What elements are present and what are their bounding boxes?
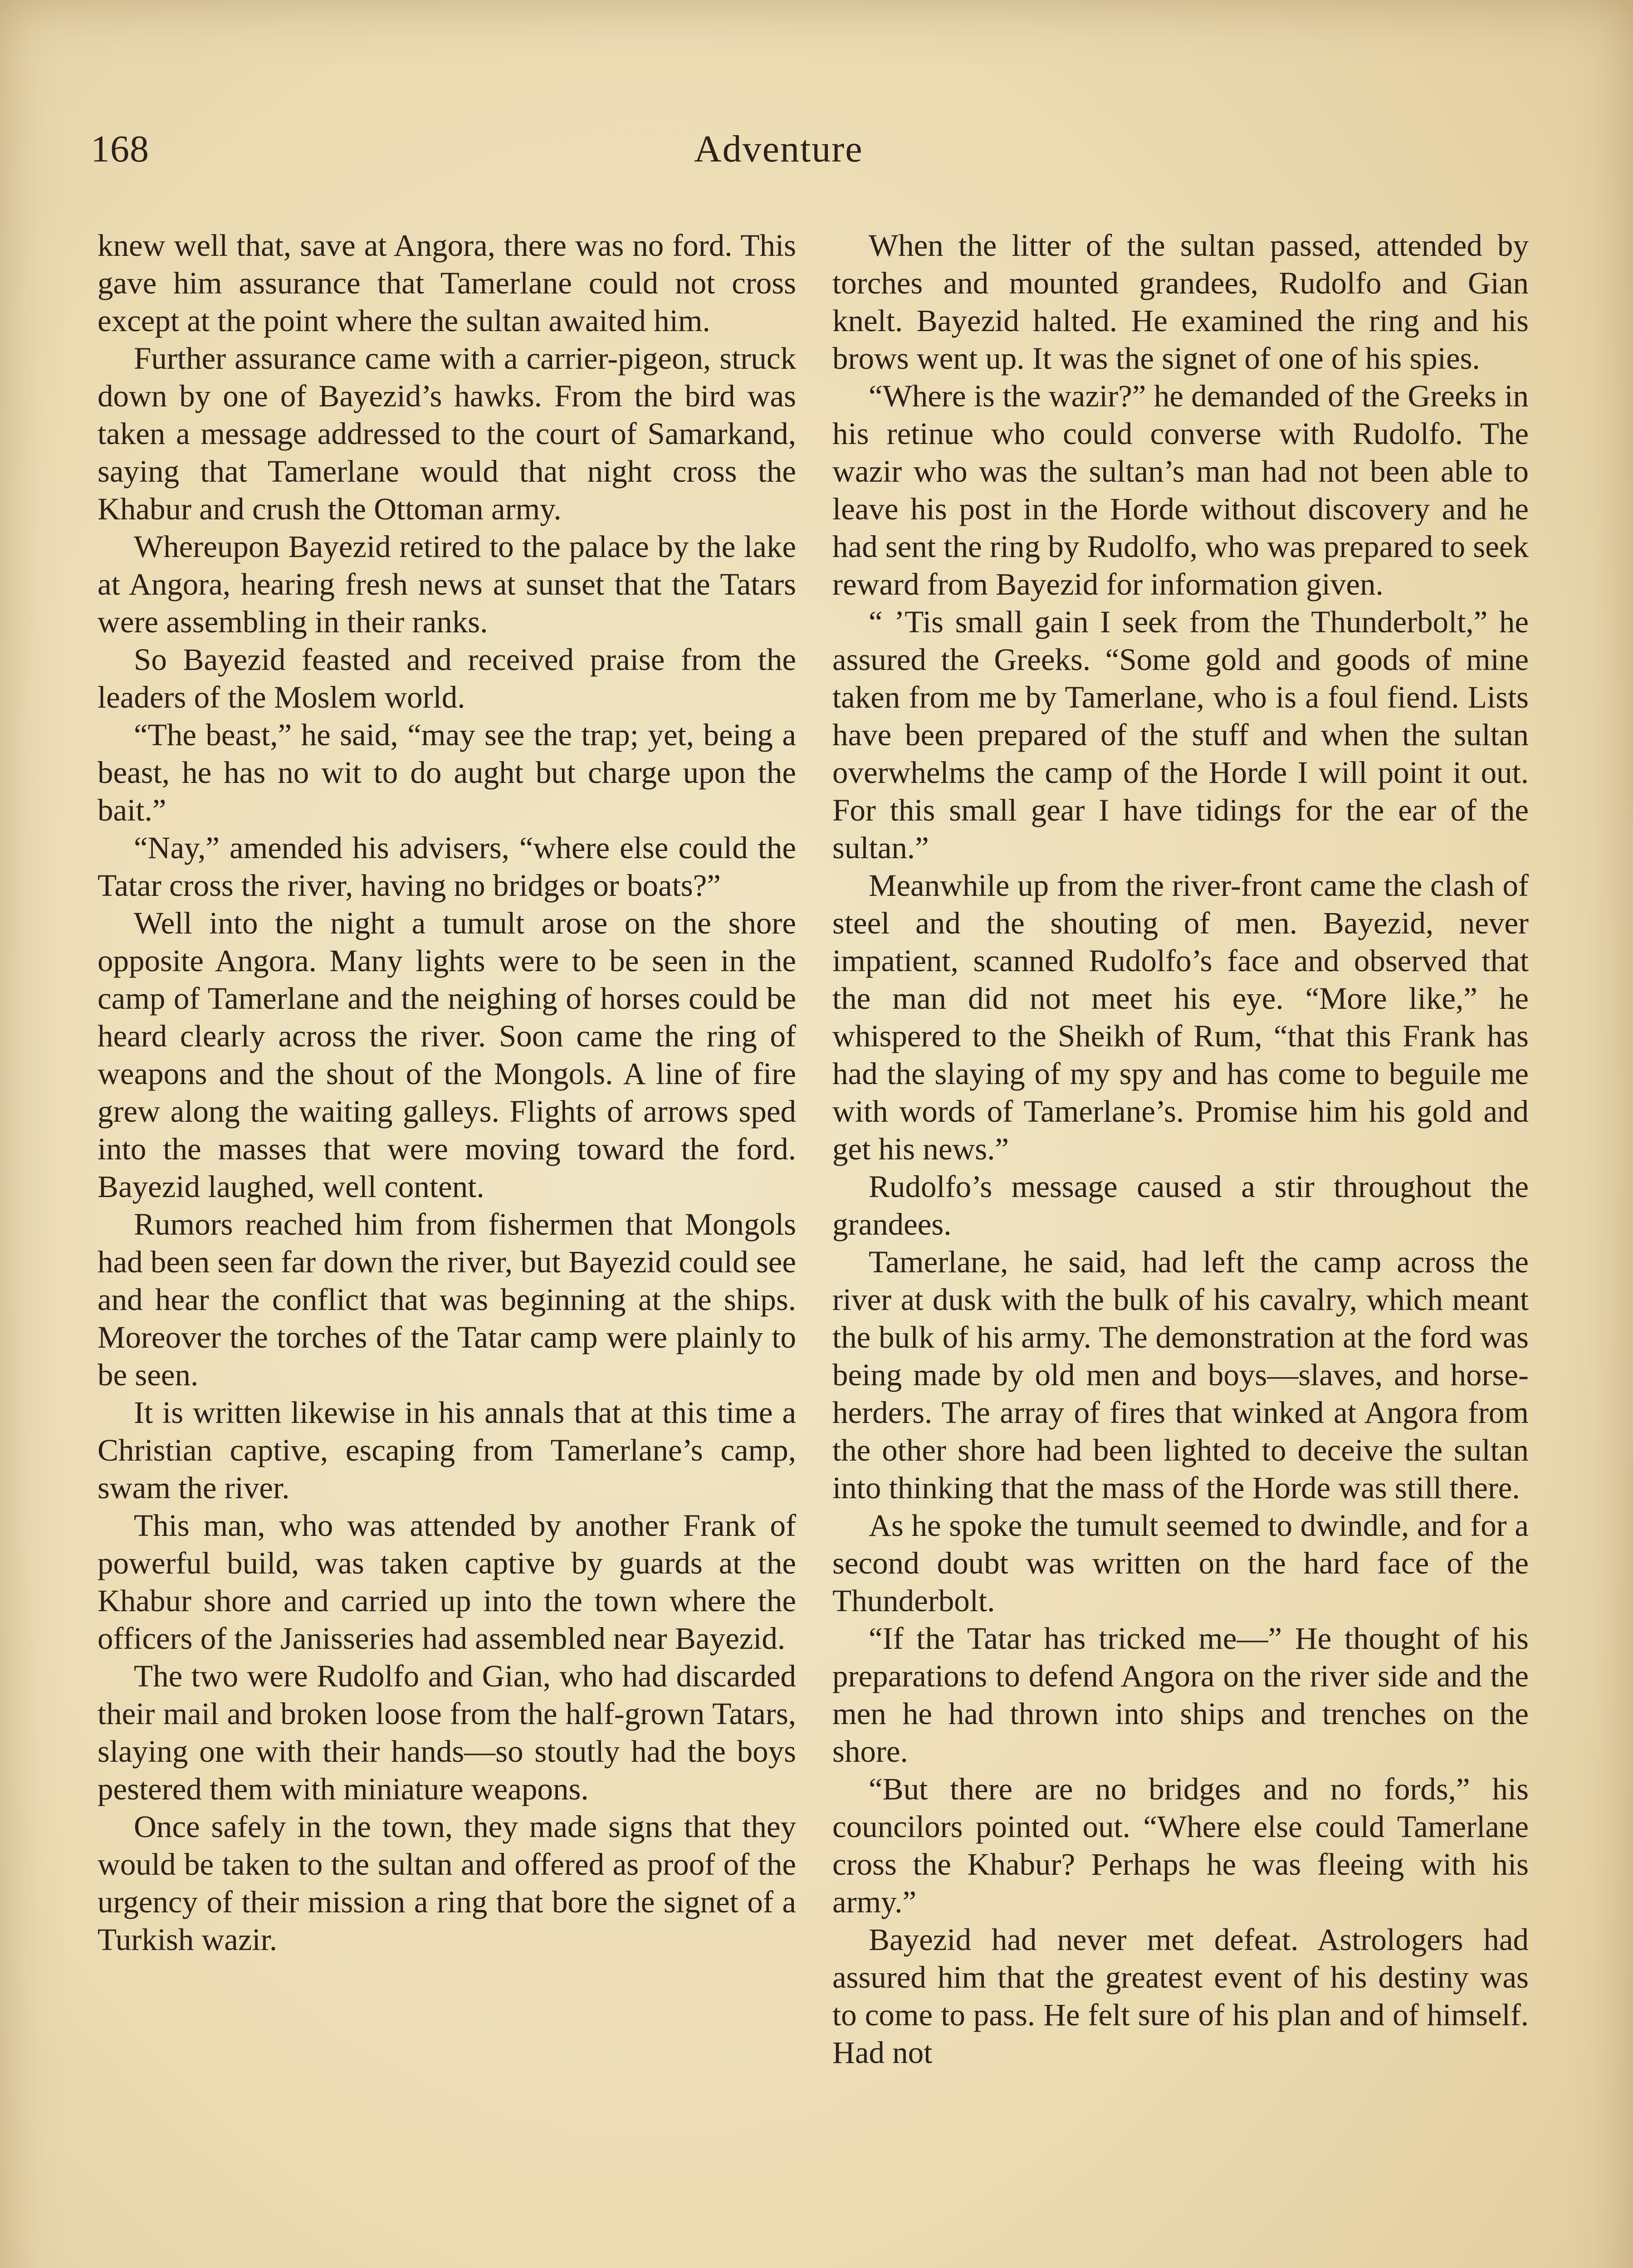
running-head: Adventure	[694, 128, 863, 170]
paragraph: Rumors reached him from fishermen that Mongols had been seen far down the river, but Bayezid could see and hear the conflict that was beginning at the ships. Moreover the torches of the Tatar camp were plainly to be seen.	[98, 1207, 796, 1392]
paragraph: “If the Tatar has tricked me—” He thought of his preparations to defend Angora on the river side and the men he had thrown into ships and trenches on the shore.	[832, 1621, 1529, 1769]
paragraph: Bayezid had never met defeat. Astrologers had assured him that the greatest event of his destiny was to come to pass. He felt sure of his plan and of himself. Had not	[832, 1922, 1529, 2070]
paragraph: “The beast,” he said, “may see the trap; yet, being a beast, he has no wit to do aught but charge upon the bait.”	[98, 718, 796, 827]
paragraph: Once safely in the town, they made signs that they would be taken to the sultan and offered as proof of the urgency of their mission a ring that bore the signet of a Turkish wazir.	[98, 1809, 796, 1957]
paragraph: “But there are no bridges and no fords,” his councilors pointed out. “Where else could Tamerlane cross the Khabur? Perhaps he was fleeing with his army.”	[832, 1772, 1529, 1919]
page-number: 168	[91, 128, 149, 170]
paragraph: Rudolfo’s message caused a stir throughout the grandees.	[832, 1169, 1529, 1242]
paragraph: Well into the night a tumult arose on the shore opposite Angora. Many lights were to be seen in the camp of Tamerlane and the neighing of horses could be heard clearly across the river. Soon came the ring of weapons and the shout of the Mongols. A line of fire grew along the waiting galleys. Flights of arrows sped into the masses that were moving toward the ford. Bayezid laughed, well content.	[98, 906, 796, 1204]
paragraph: This man, who was attended by another Frank of powerful build, was taken captive by guards at the Khabur shore and carried up into the town where the officers of the Janisseries had assembled near Bayezid.	[98, 1508, 796, 1656]
paragraph: Whereupon Bayezid retired to the palace by the lake at Angora, hearing fresh news at sunset that the Tatars were assembling in their ranks.	[98, 529, 796, 639]
left-text-column	[98, 227, 796, 1959]
paragraph: “ ’Tis small gain I seek from the Thunderbolt,” he assured the Greeks. “Some gold and goods of mine taken from me by Tamerlane, who is a foul fiend. Lists have been prepared of the stuff and when the sultan overwhelms the camp of the Horde I will point it out. For this small gear I have tidings for the ear of the sultan.”	[832, 605, 1529, 865]
paragraph: Further assurance came with a carrier-pigeon, struck down by one of Bayezid’s hawks. From the bird was taken a message addressed to the court of Samarkand, saying that Tamerlane would that night cross the Khabur and crush the Ottoman army.	[98, 341, 796, 526]
paragraph: The two were Rudolfo and Gian, who had discarded their mail and broken loose from the half-grown Tatars, slaying one with their hands—so stoutly had the boys pestered them with miniature weapons.	[98, 1659, 796, 1806]
paragraph: Tamerlane, he said, had left the camp across the river at dusk with the bulk of his cavalry, which meant the bulk of his army. The demonstration at the ford was being made by old men and boys—slaves, and horse-herders. The array of fires that winked at Angora from the other shore had been lighted to deceive the sultan into thinking that the mass of the Horde was still there.	[832, 1245, 1529, 1505]
paragraph: Meanwhile up from the river-front came the clash of steel and the shouting of men. Bayezid, never impatient, scanned Rudolfo’s face and observed that the man did not meet his eye. “More like,” he whispered to the Sheikh of Rum, “that this Frank has had the slaying of my spy and has come to beguile me with words of Tamerlane’s. Promise him his gold and get his news.”	[832, 868, 1529, 1166]
paragraph: It is written likewise in his annals that at this time a Christian captive, escaping from Tamerlane’s camp, swam the river.	[98, 1395, 796, 1505]
paragraph: As he spoke the tumult seemed to dwindle, and for a second doubt was written on the hard face of the Thunderbolt.	[832, 1508, 1529, 1618]
paragraph: knew well that, save at Angora, there was no ford. This gave him assurance that Tamerlane could not cross except at the point where the sultan awaited him.	[98, 228, 796, 338]
paragraph: So Bayezid feasted and received praise from the leaders of the Moslem world.	[98, 642, 796, 714]
page-header	[91, 127, 1524, 200]
paragraph: “Nay,” amended his advisers, “where else could the Tatar cross the river, having no bridges or boats?”	[98, 831, 796, 903]
paragraph: When the litter of the sultan passed, attended by torches and mounted grandees, Rudolfo and Gian knelt. Bayezid halted. He examined the ring and his brows went up. It was the signet of one of his spies.	[832, 228, 1529, 376]
paragraph: “Where is the wazir?” he demanded of the Greeks in his retinue who could converse with Rudolfo. The wazir who was the sultan’s man had not been able to leave his post in the Horde without discovery and he had sent the ring by Rudolfo, who was prepared to seek reward from Bayezid for information given.	[832, 379, 1529, 601]
right-text-column	[832, 227, 1529, 2072]
